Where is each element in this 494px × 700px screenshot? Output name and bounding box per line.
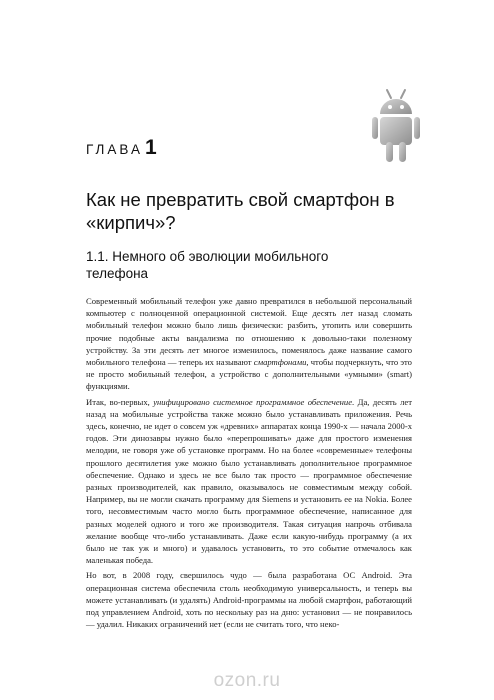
- chapter-number: 1: [145, 136, 157, 159]
- paragraph: Итак, во-первых, унифицировано системное программное обеспечение. Да, десять лет назад на мобильные устройства также можно было устанавливать приложения. Речь здесь, конечно, не идет о совсем уж «древних» аппаратах конца 1990-х — начала 2000-х годов. Эти динозавры нужно было «перепрошивать» даже для простого изменения мелодии, не говоря уже об установке программ. Но на более «современные» телефоны прошлого десятилетия уже можно было устанавливать дополнительное программное обеспечение. Однако и здесь не все было так просто — программное обеспечение разных производителей, как правило, оказывалось не совместимым между собой. Например, вы не могли скачать программу для Siemens и установить ее на Nokia. Более того, несовместимым часто могло быть программное обеспечение, написанное для разных моделей одного и того же производителя. Такая ситуация напрочь отбивала желание вообще что-либо устанавливать. Даже если какую-нибудь программу (а их было не так уж и много) и удавалось установить, то это событие отмечалось как маленькая победа.: [86, 396, 412, 566]
- body-text: [86, 295, 412, 630]
- emphasis: смартфонами: [253, 357, 307, 368]
- android-robot-icon: [372, 86, 420, 164]
- chapter-title: Как не превратить свой смартфон в «кирпич»?: [86, 189, 395, 233]
- paragraph: Современный мобильный телефон уже давно превратился в небольшой персональный компьютер с полноценной операционной системой. Еще десять лет назад сломать мобильный телефон можно было лишь физически: разбить, утопить или совершить прочие подобные акты вандализма по отношению к довольно-таки полезному устройству. За эти десять лет многое изменилось, поменялось даже название самого мобильного телефона — теперь их называют смартфонами, чтобы подчеркнуть, что это не просто мобильный телефон, а устройство с дополнительными «умными» (smart) функциями.: [86, 296, 412, 392]
- watermark: ozon.ru: [213, 670, 281, 691]
- paragraph: Но вот, в 2008 году, свершилось чудо — была разработана ОС Android. Эта операционная система обеспечила столь необходимую универсальность, и теперь вы можете устанавливать (и удалять) Android-программы на любой смартфон, работающий под управлением Android, хоть по нескольку раз на дню: установил — не понравилось — удалил. Никаких ограничений нет (если не считать того, что неко-: [86, 570, 412, 630]
- section-title: 1.1. Немного об эволюции мобильного телефона: [86, 249, 329, 281]
- emphasis: унифицировано системное программное обеспечение: [153, 396, 353, 407]
- chapter-label: ГЛАВА: [86, 142, 143, 157]
